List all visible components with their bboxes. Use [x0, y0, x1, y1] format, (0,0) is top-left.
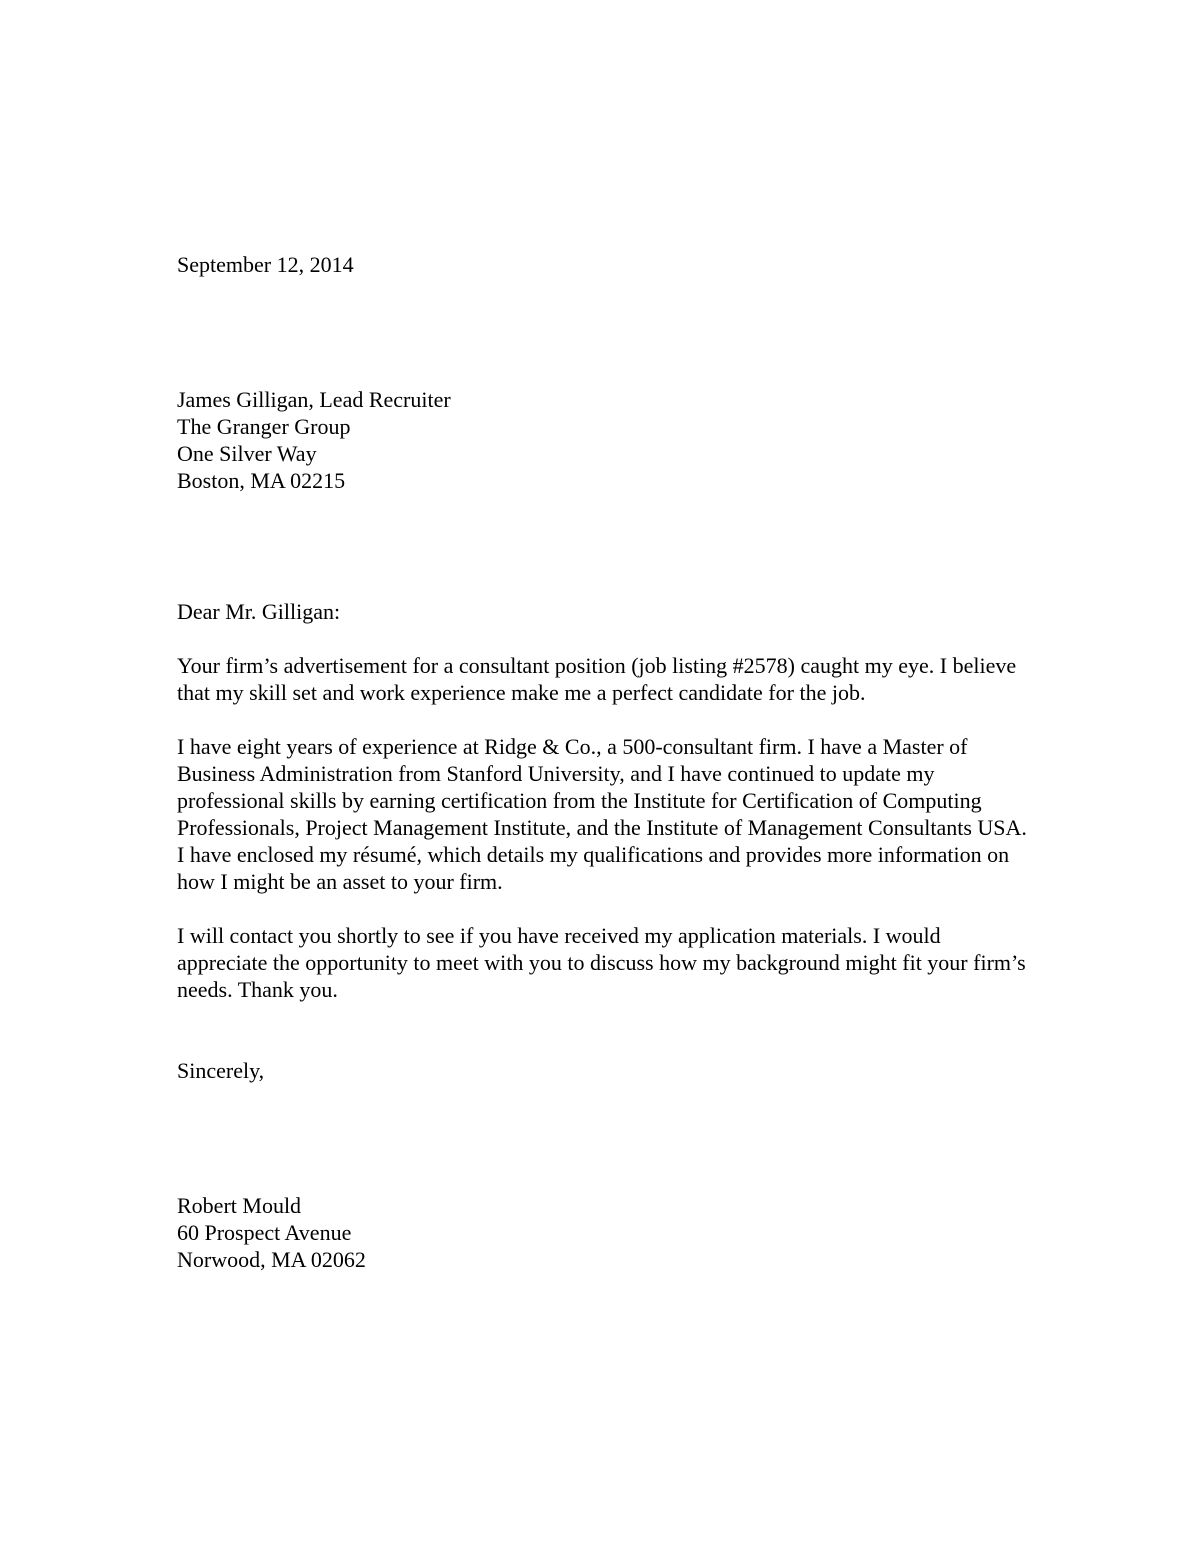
- sender-name: Robert Mould: [177, 1193, 302, 1218]
- recipient-street: One Silver Way: [177, 441, 317, 466]
- sender-city-state-zip: Norwood, MA 02062: [177, 1247, 366, 1272]
- salutation: Dear Mr. Gilligan:: [177, 599, 341, 624]
- body-paragraph-2: I have eight years of experience at Ridge & Co., a 500-consultant firm. I have a Master of Business Administration from Stanford University, and I have continued to update my professional skills by earning certification from the Institute for Certification of Computing Professionals, Project Management Institute, and the Institute of Management Consultants USA. I have enclosed my résumé, which details my qualifications and provides more information on how I might be an asset to your firm.: [177, 734, 1027, 894]
- closing: Sincerely,: [177, 1058, 265, 1083]
- body-paragraph-1: Your firm’s advertisement for a consultant position (job listing #2578) caught my eye. I believe that my skill set and work experience make me a perfect candidate for the job.: [177, 653, 1017, 705]
- body-paragraph-3: I will contact you shortly to see if you have received my application materials. I would appreciate the opportunity to meet with you to discuss how my background might fit your firm’s needs. Thank you.: [177, 923, 1026, 1002]
- sender-street: 60 Prospect Avenue: [177, 1220, 352, 1245]
- recipient-name-title: James Gilligan, Lead Recruiter: [177, 387, 451, 412]
- recipient-company: The Granger Group: [177, 414, 351, 439]
- recipient-city-state-zip: Boston, MA 02215: [177, 468, 346, 493]
- recipient-address-block: [177, 386, 1032, 494]
- letter-date: September 12, 2014: [177, 252, 354, 277]
- signature-block: [177, 1192, 1032, 1273]
